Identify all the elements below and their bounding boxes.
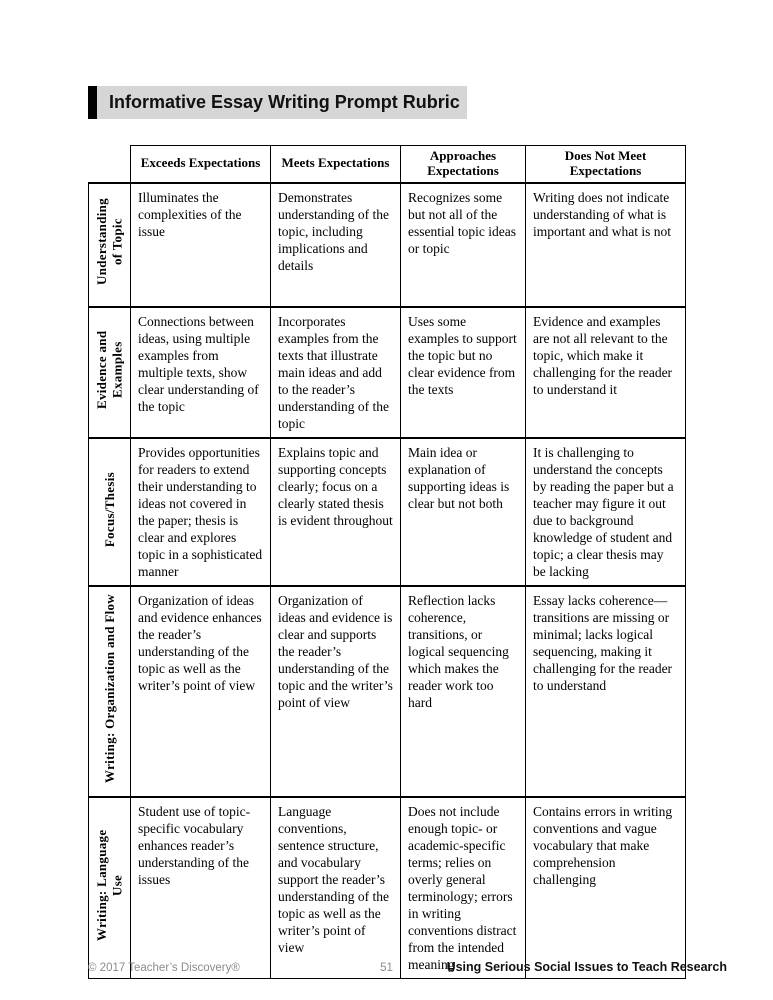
rubric-cell: Contains errors in writing conventions and vague vocabulary that make comprehension challenging [526,797,686,979]
row-label: Evidence and Examples [93,330,125,410]
column-header-approaches: Approaches Expectations [401,146,526,183]
row-label-cell [89,586,131,797]
rubric-cell: Recognizes some but not all of the essential topic ideas or topic [401,183,526,307]
row-label-cell [89,307,131,438]
book-title: Using Serious Social Issues to Teach Research [446,960,727,974]
table-row-writing-language-use [89,797,686,979]
rubric-cell: Student use of topic-specific vocabulary enhances reader’s understanding of the issues [131,797,271,979]
table-row-writing-organization-and-flow [89,586,686,797]
column-header-meets: Meets Expectations [271,146,401,183]
table-row-understanding-of-topic [89,183,686,307]
rubric-cell: Evidence and examples are not all relevant to the topic, which make it challenging for the reader to understand it [526,307,686,438]
row-label-cell [89,438,131,586]
row-label: Understanding of Topic [93,198,125,286]
row-label-cell [89,183,131,307]
row-label: Focus/Thesis [101,471,117,547]
rubric-cell: Reflection lacks coherence, transitions, or logical sequencing which makes the reader work too hard [401,586,526,797]
row-label-cell [89,797,131,979]
rubric-cell: Uses some examples to support the topic but no clear evidence from the texts [401,307,526,438]
rubric-cell: Provides opportunities for readers to extend their understanding to ideas not covered in the paper; thesis is clear and explores topic in a sophisticated manner [131,438,271,586]
page-title: Informative Essay Writing Prompt Rubric [97,86,467,119]
rubric-cell: Writing does not indicate understanding of what is important and what is not [526,183,686,307]
rubric-cell: Organization of ideas and evidence is clear and supports the reader’s understanding of the topic and the writer’s point of view [271,586,401,797]
column-header-exceeds: Exceeds Expectations [131,146,271,183]
rubric-cell: Does not include enough topic- or academic-specific terms; relies on overly general terminology; errors in writing conventions distract from the intended meaning [401,797,526,979]
page-footer [0,960,773,980]
page-title-bar [88,86,467,119]
rubric-cell: Main idea or explanation of supporting ideas is clear but not both [401,438,526,586]
rubric-table [88,145,686,979]
rubric-cell: Illuminates the complexities of the issue [131,183,271,307]
rubric-cell: Language conventions, sentence structure, and vocabulary support the reader’s understanding of the topic as well as the writer’s point of view [271,797,401,979]
row-label: Writing: Language Use [93,829,125,942]
rubric-cell: Essay lacks coherence—transitions are missing or minimal; lacks logical sequencing, making it challenging for the reader to understand [526,586,686,797]
corner-cell [89,146,131,183]
rubric-cell: Organization of ideas and evidence enhances the reader’s understanding of the topic as well as the writer’s point of view [131,586,271,797]
header-row [89,146,686,183]
title-accent-bar [88,86,97,119]
rubric-cell: It is challenging to understand the concepts by reading the paper but a teacher may figure it out due to background knowledge of student and topic; a clear thesis may be lacking [526,438,686,586]
rubric-cell: Incorporates examples from the texts that illustrate main ideas and add to the reader’s understanding of the topic [271,307,401,438]
page-number: 51 [380,962,393,974]
column-header-does-not-meet: Does Not Meet Expectations [526,146,686,183]
rubric-cell: Connections between ideas, using multiple examples from multiple texts, show clear understanding of the topic [131,307,271,438]
row-label: Writing: Organization and Flow [101,594,117,784]
table-row-evidence-and-examples [89,307,686,438]
table-row-focus-thesis [89,438,686,586]
rubric-cell: Demonstrates understanding of the topic, including implications and details [271,183,401,307]
copyright-text: © 2017 Teacher’s Discovery® [88,962,240,974]
rubric-cell: Explains topic and supporting concepts clearly; focus on a clearly stated thesis is evident throughout [271,438,401,586]
